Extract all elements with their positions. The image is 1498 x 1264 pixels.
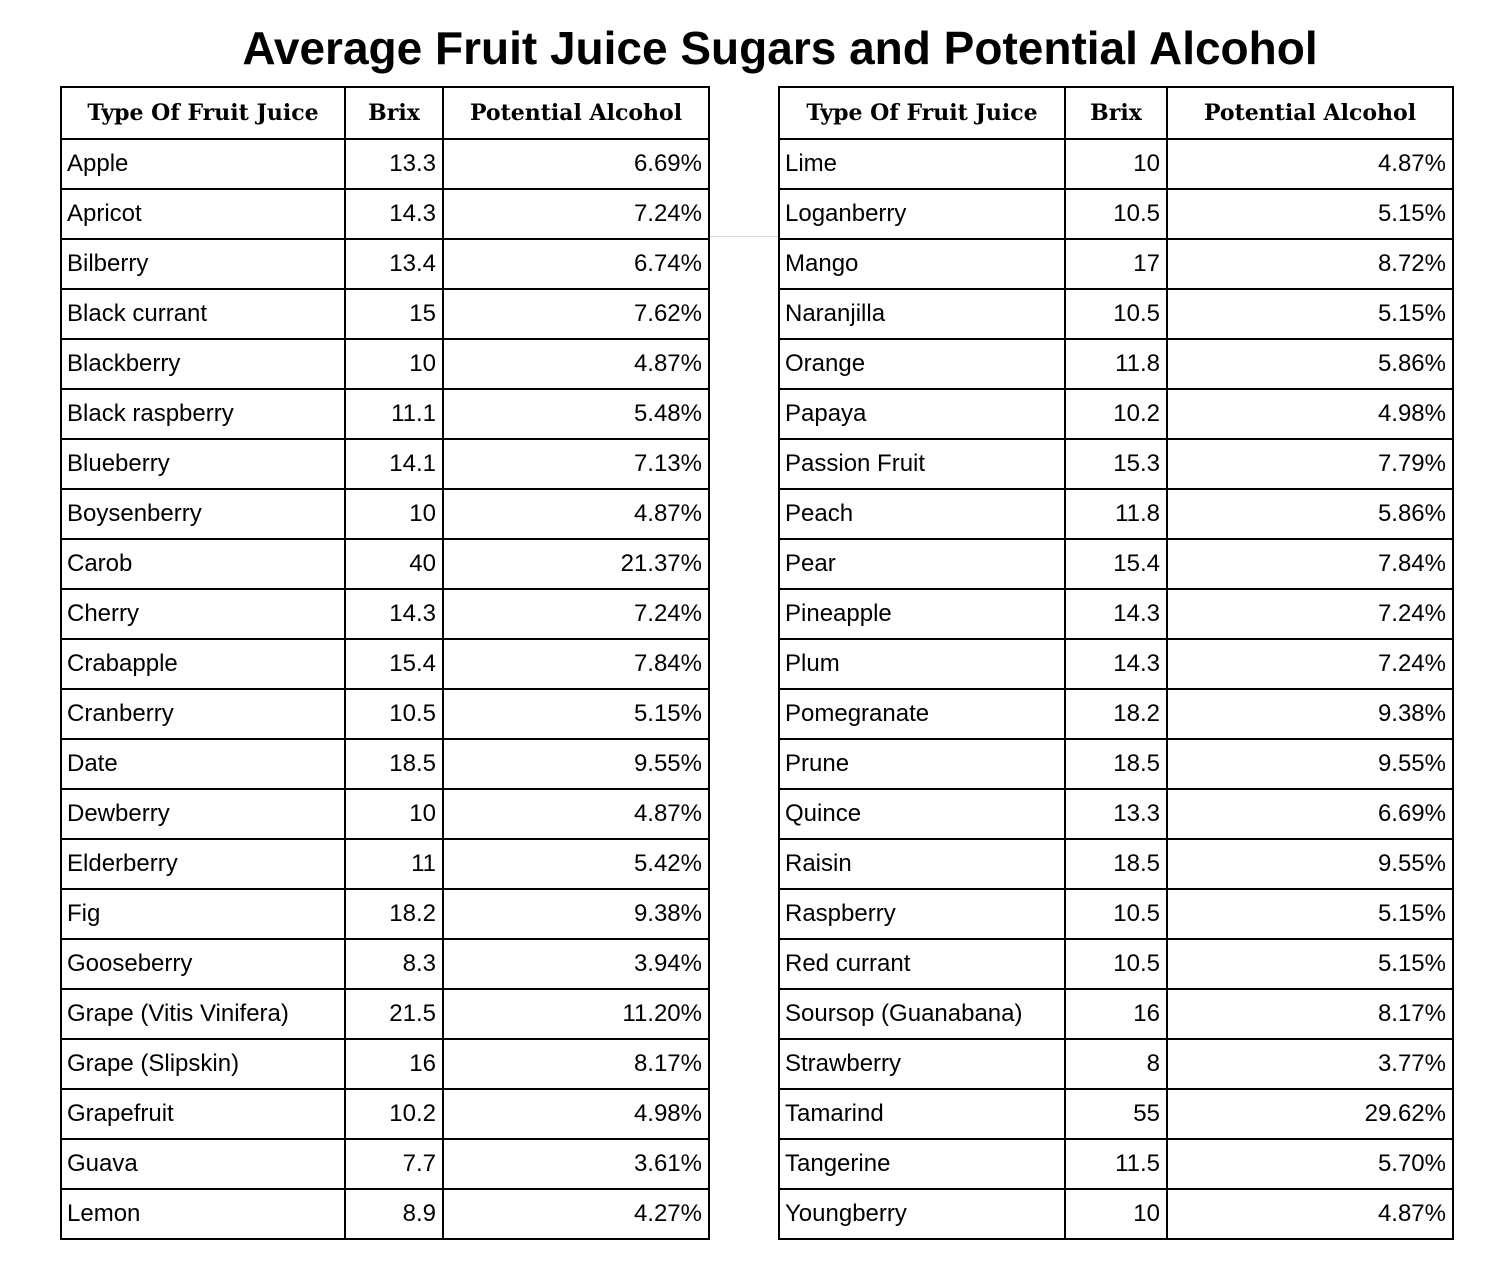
brix-cell: 10 xyxy=(1065,1189,1167,1239)
table-row xyxy=(61,139,709,189)
potential-alcohol-cell: 5.15% xyxy=(1167,939,1453,989)
table-row xyxy=(779,339,1453,389)
potential-alcohol-cell: 7.24% xyxy=(443,589,709,639)
brix-cell: 15 xyxy=(345,289,443,339)
table-row xyxy=(61,1139,709,1189)
brix-cell: 7.7 xyxy=(345,1139,443,1189)
potential-alcohol-cell: 7.24% xyxy=(443,189,709,239)
fruit-name-cell: Papaya xyxy=(779,389,1065,439)
brix-cell: 8 xyxy=(1065,1039,1167,1089)
fruit-name-cell: Dewberry xyxy=(61,789,345,839)
fruit-name-cell: Raisin xyxy=(779,839,1065,889)
potential-alcohol-cell: 4.98% xyxy=(1167,389,1453,439)
table-row xyxy=(779,689,1453,739)
potential-alcohol-cell: 6.69% xyxy=(1167,789,1453,839)
potential-alcohol-cell: 3.94% xyxy=(443,939,709,989)
potential-alcohol-cell: 9.38% xyxy=(443,889,709,939)
table-row xyxy=(779,889,1453,939)
table-row xyxy=(779,139,1453,189)
brix-cell: 14.1 xyxy=(345,439,443,489)
table-row xyxy=(779,739,1453,789)
right-table-body xyxy=(779,139,1453,1239)
fruit-name-cell: Bilberry xyxy=(61,239,345,289)
table-row xyxy=(779,789,1453,839)
brix-cell: 11.8 xyxy=(1065,489,1167,539)
potential-alcohol-cell: 21.37% xyxy=(443,539,709,589)
brix-cell: 13.4 xyxy=(345,239,443,289)
potential-alcohol-cell: 3.77% xyxy=(1167,1039,1453,1089)
brix-cell: 10.5 xyxy=(1065,189,1167,239)
fruit-name-cell: Peach xyxy=(779,489,1065,539)
fruit-name-cell: Red currant xyxy=(779,939,1065,989)
brix-cell: 15.4 xyxy=(345,639,443,689)
potential-alcohol-cell: 9.55% xyxy=(1167,839,1453,889)
potential-alcohol-cell: 7.79% xyxy=(1167,439,1453,489)
potential-alcohol-cell: 5.86% xyxy=(1167,489,1453,539)
table-row xyxy=(61,739,709,789)
fruit-name-cell: Loganberry xyxy=(779,189,1065,239)
fruit-name-cell: Apricot xyxy=(61,189,345,239)
potential-alcohol-cell: 3.61% xyxy=(443,1139,709,1189)
fruit-name-cell: Quince xyxy=(779,789,1065,839)
fruit-name-cell: Lemon xyxy=(61,1189,345,1239)
potential-alcohol-cell: 7.24% xyxy=(1167,589,1453,639)
brix-cell: 13.3 xyxy=(1065,789,1167,839)
header-brix: Brix xyxy=(1065,87,1167,139)
header-fruit: Type Of Fruit Juice xyxy=(61,87,345,139)
fruit-name-cell: Tamarind xyxy=(779,1089,1065,1139)
table-row xyxy=(61,689,709,739)
potential-alcohol-cell: 4.87% xyxy=(443,789,709,839)
table-row xyxy=(779,589,1453,639)
table-row xyxy=(779,1039,1453,1089)
potential-alcohol-cell: 5.48% xyxy=(443,389,709,439)
fruit-name-cell: Mango xyxy=(779,239,1065,289)
brix-cell: 10 xyxy=(345,489,443,539)
brix-cell: 40 xyxy=(345,539,443,589)
brix-cell: 16 xyxy=(1065,989,1167,1039)
brix-cell: 15.3 xyxy=(1065,439,1167,489)
fruit-name-cell: Cherry xyxy=(61,589,345,639)
header-alcohol: Potential Alcohol xyxy=(1167,87,1453,139)
right-juice-table xyxy=(778,86,1454,1240)
brix-cell: 10.5 xyxy=(1065,289,1167,339)
potential-alcohol-cell: 4.87% xyxy=(1167,139,1453,189)
brix-cell: 11 xyxy=(345,839,443,889)
table-row xyxy=(779,289,1453,339)
table-row xyxy=(61,839,709,889)
fruit-name-cell: Black currant xyxy=(61,289,345,339)
potential-alcohol-cell: 4.87% xyxy=(443,489,709,539)
table-row xyxy=(61,339,709,389)
fruit-name-cell: Apple xyxy=(61,139,345,189)
table-row xyxy=(779,989,1453,1039)
brix-cell: 16 xyxy=(345,1039,443,1089)
table-row xyxy=(61,939,709,989)
table-row xyxy=(779,389,1453,439)
table-row xyxy=(779,1189,1453,1239)
table-row xyxy=(61,1189,709,1239)
table-row xyxy=(779,439,1453,489)
potential-alcohol-cell: 9.55% xyxy=(443,739,709,789)
potential-alcohol-cell: 4.87% xyxy=(1167,1189,1453,1239)
fruit-name-cell: Strawberry xyxy=(779,1039,1065,1089)
potential-alcohol-cell: 8.72% xyxy=(1167,239,1453,289)
table-row xyxy=(779,1139,1453,1189)
fruit-name-cell: Orange xyxy=(779,339,1065,389)
brix-cell: 18.2 xyxy=(1065,689,1167,739)
fruit-name-cell: Grape (Slipskin) xyxy=(61,1039,345,1089)
brix-cell: 8.9 xyxy=(345,1189,443,1239)
brix-cell: 15.4 xyxy=(1065,539,1167,589)
brix-cell: 18.2 xyxy=(345,889,443,939)
potential-alcohol-cell: 4.87% xyxy=(443,339,709,389)
fruit-name-cell: Youngberry xyxy=(779,1189,1065,1239)
table-row xyxy=(779,239,1453,289)
fruit-name-cell: Passion Fruit xyxy=(779,439,1065,489)
table-row xyxy=(61,989,709,1039)
potential-alcohol-cell: 7.62% xyxy=(443,289,709,339)
brix-cell: 10 xyxy=(345,789,443,839)
fruit-name-cell: Pineapple xyxy=(779,589,1065,639)
brix-cell: 17 xyxy=(1065,239,1167,289)
table-row xyxy=(61,189,709,239)
potential-alcohol-cell: 5.70% xyxy=(1167,1139,1453,1189)
table-row xyxy=(61,1089,709,1139)
table-row xyxy=(779,839,1453,889)
divider xyxy=(708,236,778,237)
table-row xyxy=(779,639,1453,689)
fruit-name-cell: Prune xyxy=(779,739,1065,789)
brix-cell: 21.5 xyxy=(345,989,443,1039)
fruit-name-cell: Carob xyxy=(61,539,345,589)
fruit-name-cell: Elderberry xyxy=(61,839,345,889)
header-alcohol: Potential Alcohol xyxy=(443,87,709,139)
fruit-name-cell: Grapefruit xyxy=(61,1089,345,1139)
potential-alcohol-cell: 6.74% xyxy=(443,239,709,289)
table-row xyxy=(779,189,1453,239)
brix-cell: 8.3 xyxy=(345,939,443,989)
fruit-name-cell: Plum xyxy=(779,639,1065,689)
potential-alcohol-cell: 29.62% xyxy=(1167,1089,1453,1139)
page-title: Average Fruit Juice Sugars and Potential Alcohol xyxy=(242,22,1318,74)
potential-alcohol-cell: 5.86% xyxy=(1167,339,1453,389)
brix-cell: 11.8 xyxy=(1065,339,1167,389)
potential-alcohol-cell: 5.15% xyxy=(1167,889,1453,939)
brix-cell: 10.5 xyxy=(1065,889,1167,939)
brix-cell: 10.5 xyxy=(345,689,443,739)
brix-cell: 10.5 xyxy=(1065,939,1167,989)
fruit-name-cell: Blueberry xyxy=(61,439,345,489)
left-juice-table xyxy=(60,86,710,1240)
table-row xyxy=(61,239,709,289)
fruit-name-cell: Date xyxy=(61,739,345,789)
brix-cell: 55 xyxy=(1065,1089,1167,1139)
potential-alcohol-cell: 9.55% xyxy=(1167,739,1453,789)
brix-cell: 18.5 xyxy=(345,739,443,789)
fruit-name-cell: Blackberry xyxy=(61,339,345,389)
potential-alcohol-cell: 8.17% xyxy=(443,1039,709,1089)
table-row xyxy=(779,939,1453,989)
table-row xyxy=(61,439,709,489)
brix-cell: 13.3 xyxy=(345,139,443,189)
brix-cell: 18.5 xyxy=(1065,839,1167,889)
potential-alcohol-cell: 11.20% xyxy=(443,989,709,1039)
fruit-name-cell: Naranjilla xyxy=(779,289,1065,339)
potential-alcohol-cell: 5.15% xyxy=(1167,289,1453,339)
fruit-name-cell: Soursop (Guanabana) xyxy=(779,989,1065,1039)
fruit-name-cell: Boysenberry xyxy=(61,489,345,539)
header-brix: Brix xyxy=(345,87,443,139)
brix-cell: 14.3 xyxy=(345,189,443,239)
header-fruit: Type Of Fruit Juice xyxy=(779,87,1065,139)
fruit-name-cell: Black raspberry xyxy=(61,389,345,439)
fruit-name-cell: Fig xyxy=(61,889,345,939)
fruit-name-cell: Gooseberry xyxy=(61,939,345,989)
potential-alcohol-cell: 9.38% xyxy=(1167,689,1453,739)
potential-alcohol-cell: 4.98% xyxy=(443,1089,709,1139)
table-row xyxy=(61,639,709,689)
brix-cell: 14.3 xyxy=(1065,639,1167,689)
brix-cell: 14.3 xyxy=(1065,589,1167,639)
potential-alcohol-cell: 6.69% xyxy=(443,139,709,189)
potential-alcohol-cell: 7.24% xyxy=(1167,639,1453,689)
table-row xyxy=(779,1089,1453,1139)
brix-cell: 10.2 xyxy=(1065,389,1167,439)
fruit-name-cell: Cranberry xyxy=(61,689,345,739)
fruit-name-cell: Tangerine xyxy=(779,1139,1065,1189)
left-table-body xyxy=(61,139,709,1239)
table-row xyxy=(779,539,1453,589)
table-row xyxy=(61,489,709,539)
potential-alcohol-cell: 7.84% xyxy=(443,639,709,689)
fruit-name-cell: Raspberry xyxy=(779,889,1065,939)
fruit-name-cell: Guava xyxy=(61,1139,345,1189)
brix-cell: 10.2 xyxy=(345,1089,443,1139)
potential-alcohol-cell: 4.27% xyxy=(443,1189,709,1239)
brix-cell: 11.1 xyxy=(345,389,443,439)
brix-cell: 18.5 xyxy=(1065,739,1167,789)
potential-alcohol-cell: 5.15% xyxy=(1167,189,1453,239)
potential-alcohol-cell: 7.13% xyxy=(443,439,709,489)
table-row xyxy=(779,489,1453,539)
potential-alcohol-cell: 5.15% xyxy=(443,689,709,739)
table-row xyxy=(61,789,709,839)
table-row xyxy=(61,389,709,439)
fruit-name-cell: Lime xyxy=(779,139,1065,189)
potential-alcohol-cell: 5.42% xyxy=(443,839,709,889)
brix-cell: 10 xyxy=(1065,139,1167,189)
table-row xyxy=(61,1039,709,1089)
table-row xyxy=(61,589,709,639)
table-header-row xyxy=(61,87,709,139)
brix-cell: 11.5 xyxy=(1065,1139,1167,1189)
fruit-name-cell: Pear xyxy=(779,539,1065,589)
table-row xyxy=(61,539,709,589)
table-row xyxy=(61,289,709,339)
potential-alcohol-cell: 7.84% xyxy=(1167,539,1453,589)
fruit-name-cell: Grape (Vitis Vinifera) xyxy=(61,989,345,1039)
brix-cell: 14.3 xyxy=(345,589,443,639)
potential-alcohol-cell: 8.17% xyxy=(1167,989,1453,1039)
brix-cell: 10 xyxy=(345,339,443,389)
fruit-name-cell: Crabapple xyxy=(61,639,345,689)
table-header-row xyxy=(779,87,1453,139)
table-row xyxy=(61,889,709,939)
fruit-name-cell: Pomegranate xyxy=(779,689,1065,739)
